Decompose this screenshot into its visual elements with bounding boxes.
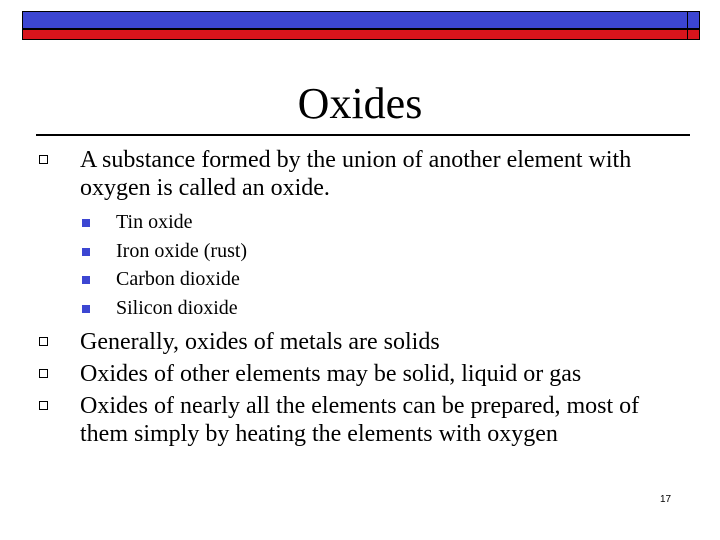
filled-square-bullet-icon xyxy=(82,305,90,313)
hollow-square-bullet-icon xyxy=(39,155,48,164)
sub-bullet-item xyxy=(36,237,686,266)
slide-title-container xyxy=(0,80,720,128)
sub-bullet-text: Tin oxide xyxy=(116,211,193,233)
bullet-text: A substance formed by the union of another element with oxygen is called an oxide. xyxy=(80,147,632,201)
bullet-item-2 xyxy=(36,328,686,356)
slide-content xyxy=(36,146,686,448)
filled-square-bullet-icon xyxy=(82,219,90,227)
slide-number: 17 xyxy=(660,494,672,505)
hollow-square-bullet-icon xyxy=(39,337,48,346)
bullet-item-3 xyxy=(36,360,686,388)
sub-bullet-text: Iron oxide (rust) xyxy=(116,239,248,262)
bullet-item-4 xyxy=(36,392,686,448)
hollow-square-bullet-icon xyxy=(39,401,48,410)
sub-bullet-list xyxy=(36,208,686,322)
header-band-blue xyxy=(22,11,700,29)
sub-bullet-item xyxy=(36,208,686,237)
corner-square-blue xyxy=(687,11,700,29)
filled-square-bullet-icon xyxy=(82,276,90,284)
bullet-text: Generally, oxides of metals are solids xyxy=(80,329,440,355)
bullet-text: Oxides of nearly all the elements can be prepared, most of them simply by heating the elements with oxygen xyxy=(80,393,640,447)
sub-bullet-item xyxy=(36,265,686,294)
bullet-text: Oxides of other elements may be solid, liquid or gas xyxy=(80,361,582,387)
slide-title: Oxides xyxy=(297,79,423,128)
sub-bullet-text: Carbon dioxide xyxy=(116,268,240,290)
header-band-red xyxy=(22,29,700,40)
bullet-item-1 xyxy=(36,146,686,202)
hollow-square-bullet-icon xyxy=(39,369,48,378)
sub-bullet-text: Silicon dioxide xyxy=(116,296,238,319)
title-divider xyxy=(36,134,690,136)
filled-square-bullet-icon xyxy=(82,248,90,256)
sub-bullet-item xyxy=(36,294,686,323)
corner-square-red xyxy=(687,29,700,40)
